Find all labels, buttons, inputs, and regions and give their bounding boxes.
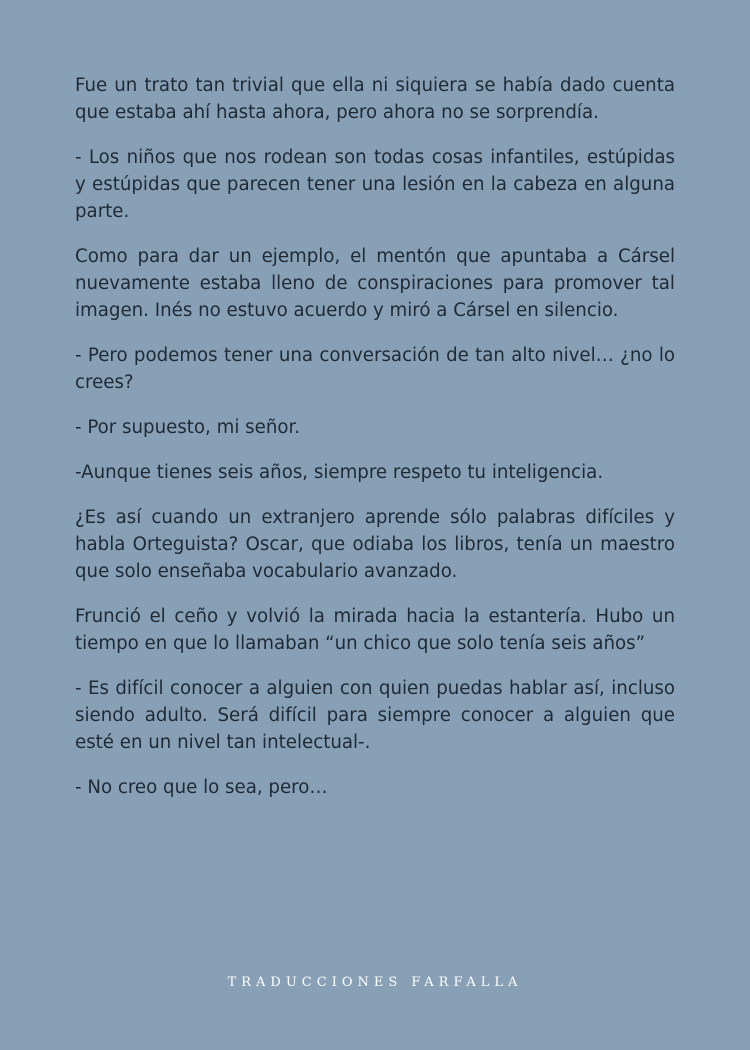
paragraph-10: - No creo que lo sea, pero… <box>75 777 328 798</box>
body-text <box>75 72 675 819</box>
paragraph-5: - Por supuesto, mi señor. <box>75 417 301 438</box>
paragraph-3: Como para dar un ejemplo, el mentón que apuntaba a Cársel nuevamente estaba lleno de conspiraciones para promover tal imagen. Inés no estuvo acuerdo y miró a Cársel en silencio. <box>75 246 675 321</box>
paragraph-7: ¿Es así cuando un extranjero aprende sólo palabras difíciles y habla Orteguista? Oscar, que odiaba los libros, tenía un maestro que solo enseñaba vocabulario avanzado. <box>75 507 675 582</box>
footer-credit: TRADUCCIONES FARFALLA <box>227 975 523 990</box>
paragraph-9: - Es difícil conocer a alguien con quien puedas hablar así, incluso siendo adulto. Será difícil para siempre conocer a alguien que esté en un nivel tan intelectual-. <box>75 678 675 753</box>
paragraph-6: -Aunque tienes seis años, siempre respeto tu inteligencia. <box>75 462 604 483</box>
paragraph-8: Frunció el ceño y volvió la mirada hacia la estantería. Hubo un tiempo en que lo llamaban “un chico que solo tenía seis años” <box>75 606 675 654</box>
paragraph-2: - Los niños que nos rodean son todas cosas infantiles, estúpidas y estúpidas que parecen tener una lesión en la cabeza en alguna parte. <box>75 147 675 222</box>
paragraph-4: - Pero podemos tener una conversación de tan alto nivel… ¿no lo crees? <box>75 345 675 393</box>
paragraph-1: Fue un trato tan trivial que ella ni siquiera se había dado cuenta que estaba ahí hasta ahora, pero ahora no se sorprendía. <box>75 75 675 123</box>
